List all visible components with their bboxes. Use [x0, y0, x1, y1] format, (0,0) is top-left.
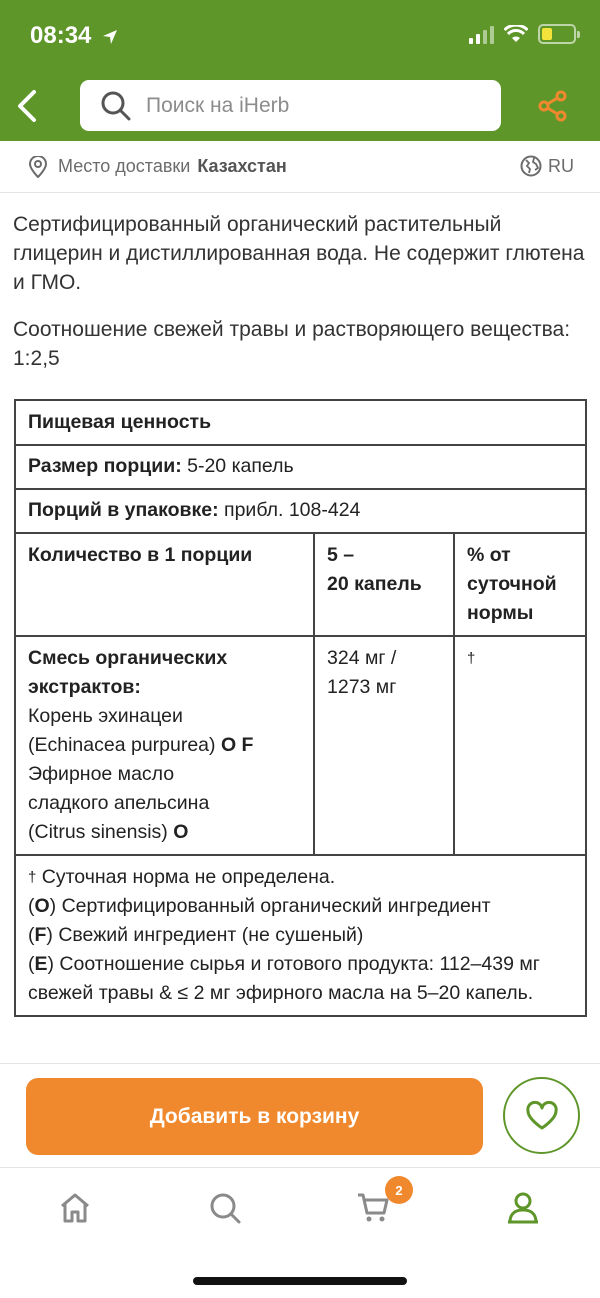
nav-home[interactable] [55, 1188, 95, 1228]
column-header-dose: 5 – 20 капель [314, 533, 454, 636]
status-time-text: 08:34 [30, 22, 92, 49]
column-header-daily-value: % от суточной нормы [454, 533, 586, 636]
share-icon[interactable] [538, 90, 568, 122]
status-indicators [469, 24, 576, 44]
blend-ingredients: Смесь органических экстрактов: Корень эхинацеи (Echinacea purpurea) O F Эфирное масло сладкого апельсина (Citrus sinensis) O [15, 636, 314, 855]
add-to-cart-button[interactable]: Добавить в корзину [26, 1078, 483, 1155]
bottom-navigation [0, 1167, 600, 1247]
status-time [30, 22, 118, 50]
language-selector[interactable] [520, 155, 574, 177]
bottom-bar [0, 1063, 600, 1298]
nav-search[interactable] [205, 1188, 245, 1228]
serving-size: Размер порции: 5-20 капель [15, 445, 586, 489]
description-paragraph: Сертифицированный органический растительный глицерин и дистиллированная вода. Не содержит глютена и ГМО. [13, 213, 585, 294]
servings-per-container: Порций в упаковке: прибл. 108-424 [15, 489, 586, 533]
cart-count-badge: 2 [385, 1176, 413, 1204]
nav-account[interactable] [503, 1188, 543, 1228]
back-arrow-icon[interactable] [8, 82, 48, 130]
search-icon [100, 90, 132, 122]
search-input[interactable] [80, 80, 501, 131]
wifi-icon [504, 25, 528, 43]
nutrition-title: Пищевая ценность [15, 400, 586, 445]
blend-amount: 324 мг / 1273 мг [314, 636, 454, 855]
blend-daily-value: † [454, 636, 586, 855]
heart-icon [525, 1101, 559, 1131]
home-icon [58, 1192, 92, 1224]
search-icon [208, 1191, 242, 1225]
nutrition-footnotes: † Суточная норма не определена. (O) Сертифицированный органический ингредиент (F) Свежий ингредиент (не сушеный) (E) Соотношение сырья и готового продукта: 112–439 мг свежей травы & ≤ 2 мг эфирного масла на 5–20 капель. [15, 855, 586, 1016]
home-indicator[interactable] [193, 1277, 407, 1285]
nutrition-table [14, 399, 587, 1017]
location-arrow-icon [102, 29, 118, 45]
user-icon [506, 1191, 540, 1225]
column-header-amount: Количество в 1 порции [15, 533, 314, 636]
location-pin-icon [28, 156, 48, 178]
product-description [13, 210, 587, 391]
delivery-country: Казахстан [197, 156, 287, 176]
favorite-button[interactable] [503, 1077, 580, 1154]
delivery-location-bar[interactable] [0, 141, 600, 193]
app-header [0, 0, 600, 141]
signal-icon [469, 24, 494, 44]
search-placeholder: Поиск на iHerb [146, 93, 290, 117]
cart-icon [356, 1191, 390, 1225]
description-paragraph: Соотношение свежей травы и растворяющего вещества: 1:2,5 [13, 318, 571, 370]
globe-icon [520, 155, 542, 177]
language-code: RU [548, 155, 574, 176]
battery-icon [538, 24, 576, 44]
delivery-label: Место доставки [58, 156, 191, 176]
